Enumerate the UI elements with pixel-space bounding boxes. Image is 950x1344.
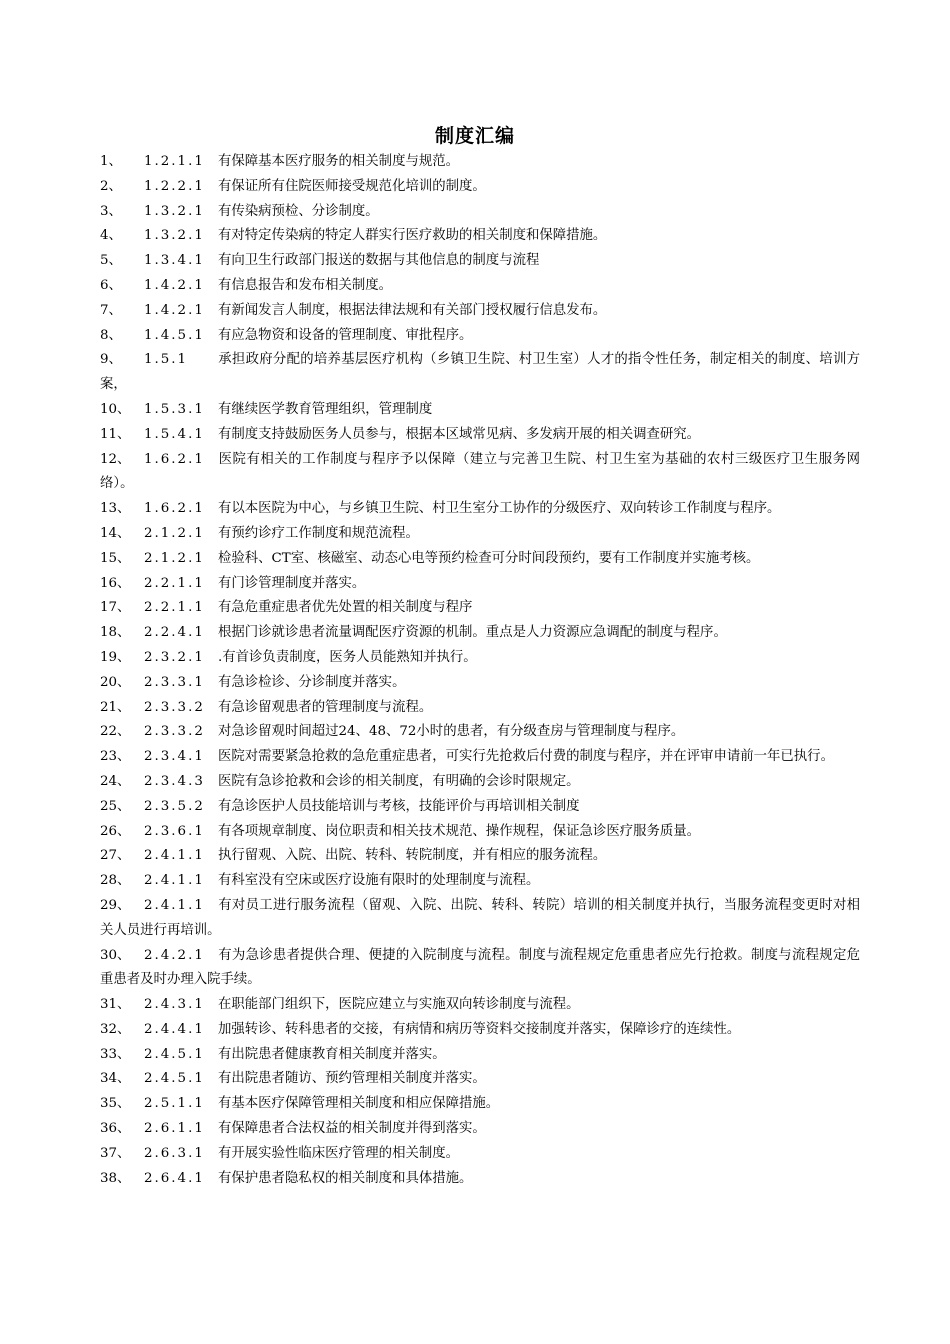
item-number: 1、 [100, 154, 122, 169]
list-item [100, 646, 860, 671]
item-code: 2.4.5.1 [144, 1046, 205, 1062]
list-item [100, 1117, 860, 1142]
item-number: 15、 [100, 550, 131, 566]
list-item [100, 423, 860, 448]
list-item [100, 944, 860, 994]
item-code: 1.6.2.1 [144, 501, 205, 517]
list-item [100, 1043, 860, 1068]
list-item [100, 448, 860, 498]
list-item [100, 993, 860, 1018]
item-code: 2.2.4.1 [144, 625, 205, 641]
item-number: 25、 [100, 798, 131, 814]
item-code: 2.4.5.1 [144, 1071, 205, 1087]
item-code: 1.6.2.1 [144, 451, 205, 467]
item-number: 27、 [100, 848, 131, 864]
item-text: 有急诊检诊、分诊制度并落实。 [218, 674, 406, 690]
list-item [100, 745, 860, 770]
item-text: 有对特定传染病的特定人群实行医疗救助的相关制度和保障措施。 [218, 228, 607, 244]
item-number: 7、 [100, 302, 122, 318]
item-code: 1.3.2.1 [144, 203, 205, 219]
item-code: 1.2.1.1 [144, 154, 205, 169]
item-number: 4、 [100, 228, 122, 244]
item-text: 有预约诊疗工作制度和规范流程。 [218, 525, 419, 541]
item-text: 有开展实验性临床医疗管理的相关制度。 [218, 1145, 460, 1161]
item-text: 有信息报告和发布相关制度。 [218, 277, 393, 293]
list-item [100, 869, 860, 894]
item-number: 18、 [100, 625, 131, 641]
item-number: 38、 [100, 1170, 131, 1186]
item-text: 有门诊管理制度并落实。 [218, 575, 366, 591]
list-item [100, 894, 860, 944]
list-item [100, 398, 860, 423]
item-text: 有基本医疗保障管理相关制度和相应保障措施。 [218, 1096, 500, 1112]
list-item [100, 299, 860, 324]
item-text: 有急诊留观患者的管理制度与流程。 [218, 699, 433, 715]
item-code: 1.5.3.1 [144, 401, 205, 417]
item-text: 有新闻发言人制度，根据法律法规和有关部门授权履行信息发布。 [218, 302, 607, 318]
item-code: 2.4.4.1 [144, 1021, 205, 1037]
regulation-list [100, 150, 860, 1191]
list-item [100, 621, 860, 646]
item-code: 2.4.1.1 [144, 897, 205, 913]
list-item [100, 1067, 860, 1092]
list-item [100, 820, 860, 845]
item-code: 2.3.2.1 [144, 649, 205, 665]
list-item [100, 572, 860, 597]
document-title: 制度汇编 [434, 125, 515, 147]
item-code: 2.4.1.1 [144, 873, 205, 889]
item-number: 19、 [100, 649, 131, 665]
list-item [100, 1142, 860, 1167]
item-code: 2.3.4.1 [144, 749, 205, 765]
list-item [100, 1018, 860, 1043]
item-code: 2.1.2.1 [144, 525, 205, 541]
list-item [100, 200, 860, 225]
item-text: 承担政府分配的培养基层医疗机构（乡镇卫生院、村卫生室）人才的指令性任务，制定相关的制度、培训方案， [100, 352, 860, 393]
item-code: 2.3.3.2 [144, 724, 205, 740]
item-code: 2.3.5.2 [144, 798, 205, 814]
item-code: 2.1.2.1 [144, 550, 205, 566]
list-item [100, 770, 860, 795]
item-code: 1.5.1 [144, 352, 189, 368]
item-number: 35、 [100, 1096, 131, 1112]
item-text: 有保障患者合法权益的相关制度并得到落实。 [218, 1121, 486, 1137]
list-item [100, 348, 860, 398]
item-number: 3、 [100, 203, 122, 219]
item-text: 有保障基本医疗服务的相关制度与规范。 [218, 154, 460, 169]
list-item [100, 547, 860, 572]
item-text: 有以本医院为中心，与乡镇卫生院、村卫生室分工协作的分级医疗、双向转诊工作制度与程序。 [218, 501, 781, 517]
item-text: 有传染病预检、分诊制度。 [218, 203, 379, 219]
item-number: 17、 [100, 600, 131, 616]
list-item [100, 324, 860, 349]
item-code: 1.5.4.1 [144, 426, 205, 442]
item-text: 加强转诊、转科患者的交接，有病情和病历等资料交接制度并落实，保障诊疗的连续性。 [218, 1021, 741, 1037]
item-number: 6、 [100, 277, 122, 293]
item-number: 34、 [100, 1071, 131, 1087]
item-text: 根据门诊就诊患者流量调配医疗资源的机制。重点是人力资源应急调配的制度与程序。 [218, 625, 727, 641]
item-text: 有为急诊患者提供合理、便捷的入院制度与流程。制度与流程规定危重患者应先行抢救。制度与流程规定危重患者及时办理入院手续。 [100, 947, 860, 988]
item-number: 11、 [100, 426, 131, 442]
item-text: 执行留观、入院、出院、转科、转院制度，并有相应的服务流程。 [218, 848, 607, 864]
item-number: 33、 [100, 1046, 131, 1062]
item-number: 16、 [100, 575, 131, 591]
list-item [100, 224, 860, 249]
item-text: 检验科、CT室、核磁室、动态心电等预约检查可分时间段预约，要有工作制度并实施考核。 [218, 550, 760, 566]
item-number: 30、 [100, 947, 131, 963]
list-item [100, 1167, 860, 1192]
item-text: 有出院患者随访、预约管理相关制度并落实。 [218, 1071, 486, 1087]
item-text: 在职能部门组织下，医院应建立与实施双向转诊制度与流程。 [218, 997, 580, 1013]
item-code: 2.4.2.1 [144, 947, 205, 963]
item-number: 9、 [100, 352, 122, 368]
item-text: 有制度支持鼓励医务人员参与，根据本区域常见病、多发病开展的相关调查研究。 [218, 426, 701, 442]
item-code: 1.4.5.1 [144, 327, 205, 343]
item-number: 2、 [100, 178, 122, 194]
item-text: 有保证所有住院医师接受规范化培训的制度。 [218, 178, 486, 194]
list-item [100, 249, 860, 274]
item-number: 29、 [100, 897, 131, 913]
item-code: 2.3.6.1 [144, 823, 205, 839]
item-text: 有对员工进行服务流程（留观、入院、出院、转科、转院）培训的相关制度并执行，当服务流程变更时对相关人员进行再培训。 [100, 897, 860, 938]
item-number: 31、 [100, 997, 131, 1013]
item-text: .有首诊负责制度，医务人员能熟知并执行。 [218, 649, 477, 665]
item-code: 2.6.3.1 [144, 1145, 205, 1161]
item-code: 2.3.4.3 [144, 773, 205, 789]
list-item [100, 720, 860, 745]
item-code: 1.3.2.1 [144, 228, 205, 244]
item-number: 21、 [100, 699, 131, 715]
item-number: 22、 [100, 724, 131, 740]
list-item [100, 497, 860, 522]
item-text: 有急危重症患者优先处置的相关制度与程序 [218, 600, 473, 616]
item-text: 有科室没有空床或医疗设施有限时的处理制度与流程。 [218, 873, 540, 889]
list-item [100, 1092, 860, 1117]
item-number: 10、 [100, 401, 131, 417]
item-number: 14、 [100, 525, 131, 541]
item-text: 医院有急诊抢救和会诊的相关制度，有明确的会诊时限规定。 [218, 773, 580, 789]
item-code: 1.3.4.1 [144, 253, 205, 269]
item-text: 医院有相关的工作制度与程序予以保障（建立与完善卫生院、村卫生室为基础的农村三级医疗卫生服务网络）。 [100, 451, 860, 492]
list-item [100, 596, 860, 621]
item-number: 26、 [100, 823, 131, 839]
list-item [100, 150, 860, 175]
item-number: 32、 [100, 1021, 131, 1037]
item-number: 24、 [100, 773, 131, 789]
item-text: 医院对需要紧急抢救的急危重症患者，可实行先抢救后付费的制度与程序，并在评审申请前一年已执行。 [218, 749, 834, 765]
item-text: 对急诊留观时间超过24、48、72小时的患者，有分级查房与管理制度与程序。 [218, 724, 685, 740]
item-code: 2.2.1.1 [144, 600, 205, 616]
item-code: 2.4.1.1 [144, 848, 205, 864]
list-item [100, 274, 860, 299]
item-number: 12、 [100, 451, 131, 467]
item-code: 2.3.3.1 [144, 674, 205, 690]
list-item [100, 522, 860, 547]
item-text: 有出院患者健康教育相关制度并落实。 [218, 1046, 446, 1062]
item-code: 2.4.3.1 [144, 997, 205, 1013]
item-number: 36、 [100, 1121, 131, 1137]
item-text: 有应急物资和设备的管理制度、审批程序。 [218, 327, 473, 343]
list-item [100, 671, 860, 696]
item-code: 1.2.2.1 [144, 178, 205, 194]
item-text: 有各项规章制度、岗位职责和相关技术规范、操作规程，保证急诊医疗服务质量。 [218, 823, 701, 839]
item-text: 有向卫生行政部门报送的数据与其他信息的制度与流程 [218, 253, 540, 269]
item-code: 2.3.3.2 [144, 699, 205, 715]
list-item [100, 844, 860, 869]
item-number: 28、 [100, 873, 131, 889]
item-number: 13、 [100, 501, 131, 517]
item-code: 2.5.1.1 [144, 1096, 205, 1112]
item-number: 23、 [100, 749, 131, 765]
item-code: 1.4.2.1 [144, 277, 205, 293]
item-number: 5、 [100, 253, 122, 269]
item-text: 有急诊医护人员技能培训与考核，技能评价与再培训相关制度 [218, 798, 580, 814]
item-text: 有保护患者隐私权的相关制度和具体措施。 [218, 1170, 473, 1186]
item-code: 2.2.1.1 [144, 575, 205, 591]
item-code: 1.4.2.1 [144, 302, 205, 318]
list-item [100, 696, 860, 721]
list-item [100, 175, 860, 200]
item-text: 有继续医学教育管理组织，管理制度 [218, 401, 433, 417]
item-number: 8、 [100, 327, 122, 343]
item-number: 37、 [100, 1145, 131, 1161]
item-code: 2.6.1.1 [144, 1121, 205, 1137]
list-item [100, 795, 860, 820]
item-code: 2.6.4.1 [144, 1170, 205, 1186]
item-number: 20、 [100, 674, 131, 690]
